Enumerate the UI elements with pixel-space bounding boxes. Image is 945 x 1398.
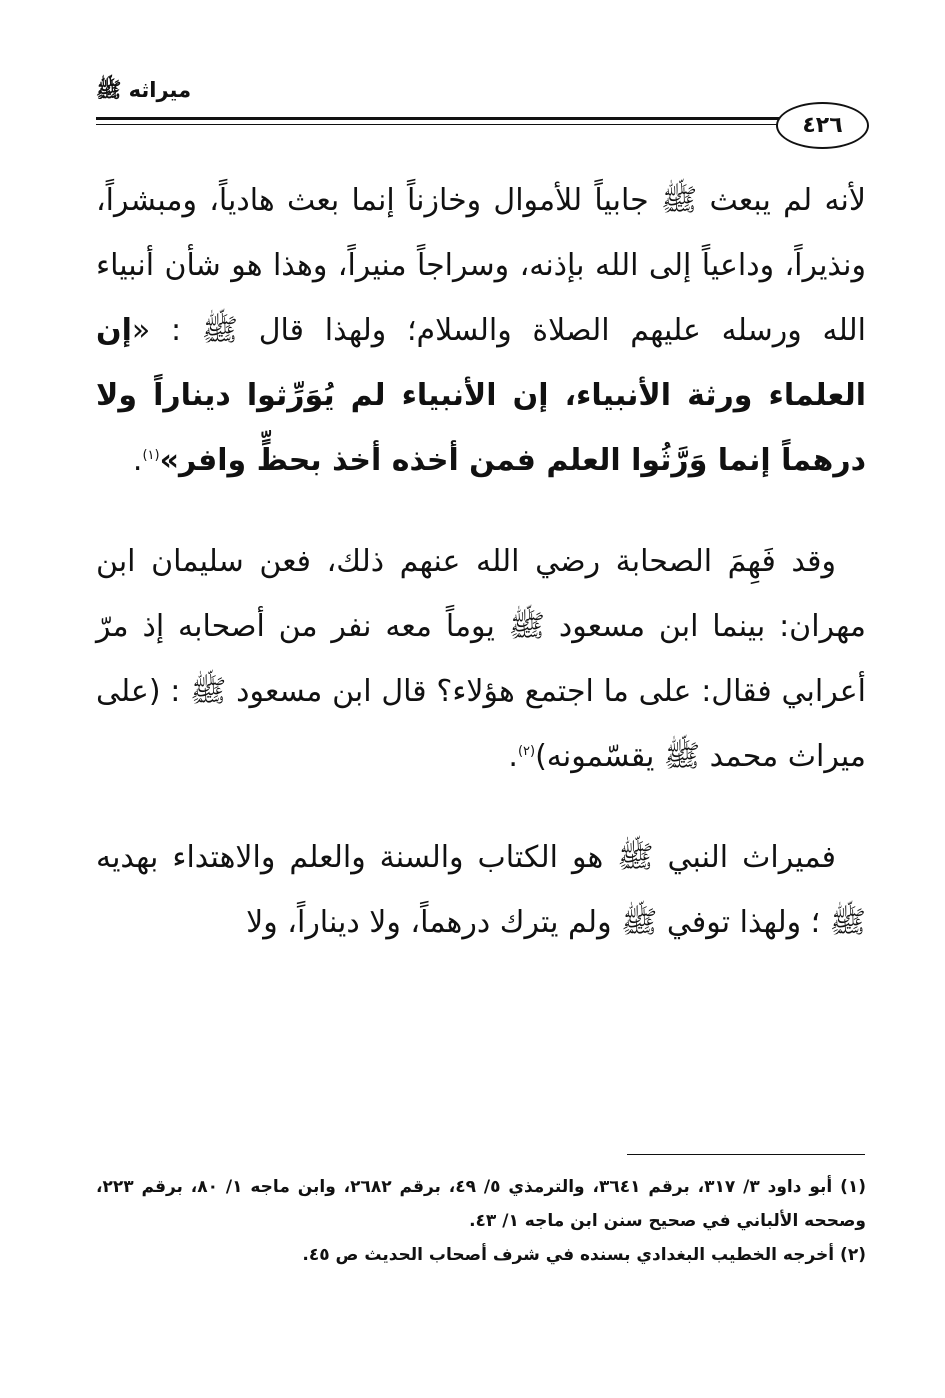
paragraph-3 — [96, 825, 866, 955]
footnote-1: (١) أبو داود ٣/ ٣١٧، برقم ٣٦٤١، والترمذي ٥/ ٤٩، برقم ٢٦٨٢، وابن ماجه ١/ ٨٠، برقم ٢٢٣، وصححه الألباني في صحيح سنن ابن ماجه ١/ ٤٣. — [96, 1177, 867, 1231]
footnote-2: (٢) أخرجه الخطيب البغدادي بسنده في شرف أصحاب الحديث ص ٤٥. — [302, 1245, 866, 1265]
paragraph-2-text: وقد فَهِمَ الصحابة رضي الله عنهم ذلك، فعن سليمان ابن مهران: بينما ابن مسعود ﷺ يوماً معه نفر من أصحابه إذ مرّ أعرابي فقال: على ما اجتمع هؤلاء؟ قال ابن مسعود ﷺ : (على ميراث محمد ﷺ يقسّمونه) — [96, 544, 866, 774]
quote-close: » — [159, 443, 179, 478]
paragraph-2 — [96, 529, 866, 789]
footnote-ref-2[interactable]: (٢) — [517, 744, 536, 759]
page-number-oval — [776, 102, 869, 149]
page-number: ٤٢٦ — [802, 112, 843, 138]
header-rule-thin — [96, 124, 782, 125]
main-text — [96, 168, 866, 955]
hadith-quote: إن العلماء ورثة الأنبياء، إن الأنبياء لم يُوَرِّثوا ديناراً ولا درهماً إنما وَرَّثُوا العلم فمن أخذه أخذ بحظٍّ وافر — [96, 313, 866, 478]
header-rule — [96, 117, 782, 120]
footnote-ref-1[interactable]: (١) — [142, 448, 160, 463]
running-title: ميراثه ﷺ — [96, 78, 192, 102]
footnotes — [96, 1170, 866, 1272]
paragraph-1-end: . — [132, 443, 143, 478]
paragraph-2-end: . — [508, 739, 518, 774]
paragraph-1 — [96, 168, 866, 493]
paragraph-1-text: لأنه لم يبعث ﷺ جابياً للأموال وخازناً إنما بعث هادياً، ومبشراً، ونذيراً، وداعياً إلى الله بإذنه، وسراجاً منيراً، وهذا هو شأن أنبياء الله ورسله عليهم الصلاة والسلام؛ ولهذا قال ﷺ : « — [96, 183, 866, 348]
paragraph-3-text: فميراث النبي ﷺ هو الكتاب والسنة والعلم والاهتداء بهديه ﷺ ؛ ولهذا توفي ﷺ ولم يترك درهماً، ولا ديناراً، ولا — [96, 840, 866, 940]
footnote-separator — [627, 1154, 865, 1155]
